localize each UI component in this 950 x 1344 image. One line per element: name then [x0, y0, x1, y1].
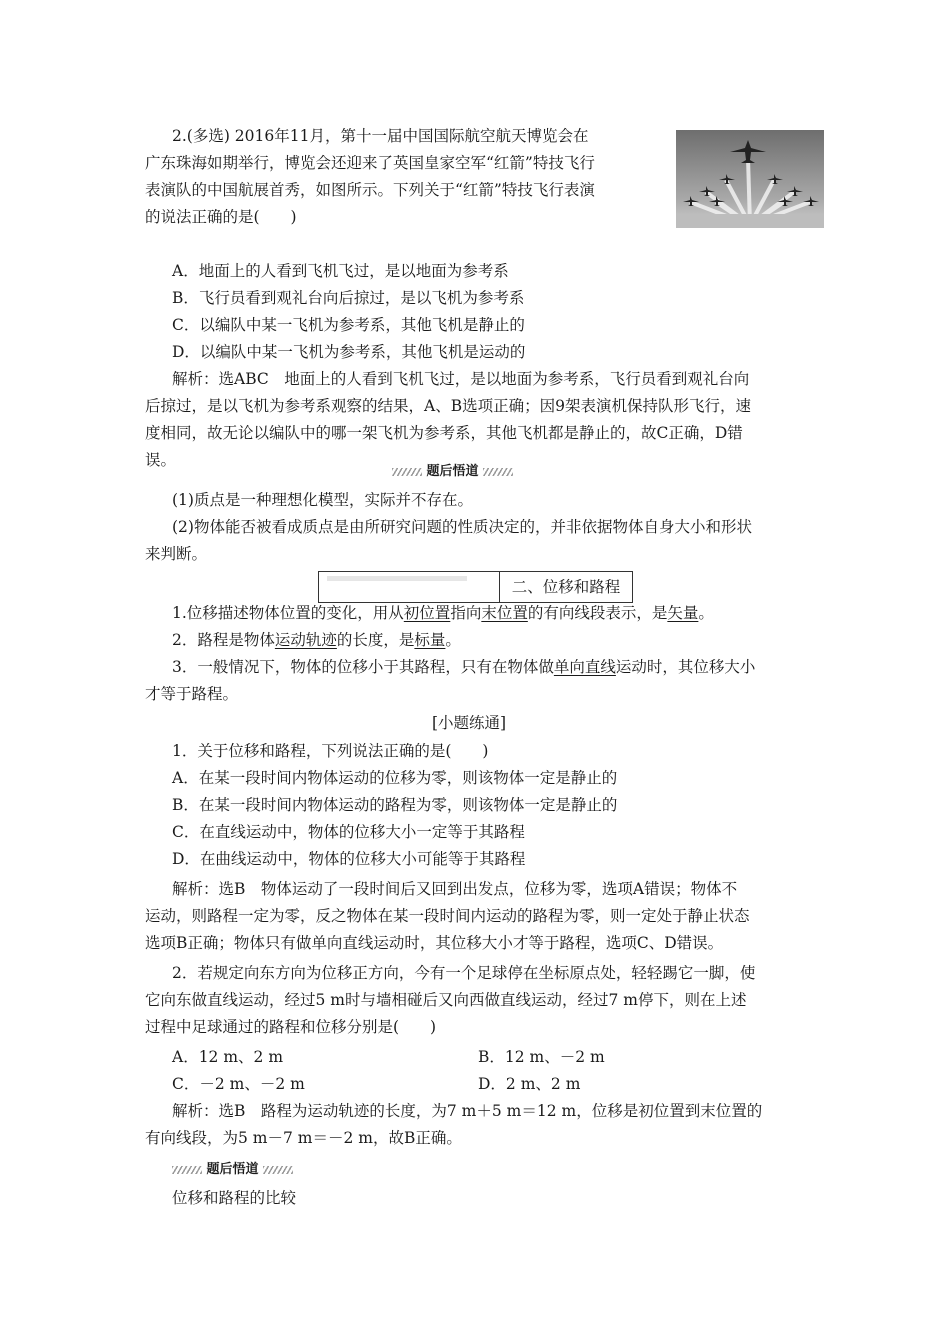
- section-heading-box: [318, 571, 633, 603]
- q2-option-c: C．以编队中某一飞机为参考系，其他飞机是静止的: [172, 316, 525, 334]
- p-q2-option-c: C．－2 m、－2 m: [172, 1075, 305, 1093]
- practice-heading: [小题练通]: [432, 714, 507, 732]
- p-q1-option-b: B．在某一段时间内物体运动的路程为零，则该物体一定是静止的: [172, 796, 618, 814]
- p-q2-stem-2: 它向东做直线运动，经过5 m时与墙相碰后又向西做直线运动，经过7 m停下，则在上述: [145, 991, 747, 1009]
- q2-analysis-line-2: 后掠过，是以飞机为参考系观察的结果，A、B选项正确；因9架表演机保持队形飞行，速: [145, 397, 751, 415]
- point-3: 3．一般情况下，物体的位移小于其路程，只有在物体做单向直线运动时，其位移大小: [172, 658, 756, 676]
- q2-option-b: B．飞行员看到观礼台向后掠过，是以飞机为参考系: [172, 289, 525, 307]
- point-2: 2．路程是物体运动轨迹的长度，是标量。: [172, 631, 461, 649]
- p-q1-stem: 1．关于位移和路程，下列说法正确的是( ): [172, 742, 489, 760]
- section-title: 二、位移和路程: [511, 578, 621, 596]
- section-heading-blank-cell: [319, 572, 500, 602]
- tip-heading-2-label: 题后悟道: [206, 1162, 259, 1177]
- hatch-decoration: [392, 468, 422, 476]
- hatch-decoration: [263, 1166, 293, 1174]
- p-q2-option-b: B．12 m、－2 m: [478, 1048, 605, 1066]
- q2-analysis-line-3: 度相同，故无论以编队中的哪一架飞机为参考系，其他飞机都是静止的，故C正确，D错: [145, 424, 743, 442]
- q2-analysis-line-1: 解析：选ABC 地面上的人看到飞机飞过，是以地面为参考系，飞行员看到观礼台向: [172, 370, 750, 388]
- q2-stem-line-3: 表演队的中国航展首秀，如图所示。下列关于“红箭”特技飞行表演: [145, 181, 595, 199]
- tip-heading-1: [392, 463, 513, 481]
- p-q1-analysis-2: 运动，则路程一定为零，反之物体在某一段时间内运动的路程为零，则一定处于静止状态: [145, 907, 750, 925]
- point-3-line-2: 才等于路程。: [145, 685, 239, 703]
- tip2-line: 位移和路程的比较: [172, 1189, 297, 1207]
- p-q1-option-d: D．在曲线运动中，物体的位移大小可能等于其路程: [172, 850, 526, 868]
- p-q2-analysis-1: 解析：选B 路程为运动轨迹的长度，为7 m＋5 m＝12 m，位移是初位置到末位置的: [172, 1102, 763, 1120]
- p-q1-option-a: A．在某一段时间内物体运动的位移为零，则该物体一定是静止的: [172, 769, 618, 787]
- q2-option-a: A．地面上的人看到飞机飞过，是以地面为参考系: [172, 262, 509, 280]
- tip-heading-1-label: 题后悟道: [426, 464, 479, 479]
- p-q1-option-c: C．在直线运动中，物体的位移大小一定等于其路程: [172, 823, 525, 841]
- point-1: 1.位移描述物体位置的变化，用从初位置指向末位置的有向线段表示，是矢量。: [172, 604, 714, 622]
- hatch-decoration: [483, 468, 513, 476]
- q2-stem-line-2: 广东珠海如期举行，博览会还迎来了英国皇家空军“红箭”特技飞行: [145, 154, 595, 172]
- p-q2-stem-3: 过程中足球通过的路程和位移分别是( ): [145, 1018, 437, 1036]
- tip1-line-2: (2)物体能否被看成质点是由所研究问题的性质决定的，并非依据物体自身大小和形状: [172, 518, 752, 536]
- q2-option-d: D．以编队中某一飞机为参考系，其他飞机是运动的: [172, 343, 526, 361]
- tip1-line-1: (1)质点是一种理想化模型，实际并不存在。: [172, 491, 473, 509]
- p-q1-analysis-1: 解析：选B 物体运动了一段时间后又回到出发点，位移为零，选项A错误；物体不: [172, 880, 738, 898]
- p-q1-analysis-3: 选项B正确；物体只有做单向直线运动时，其位移大小才等于路程，选项C、D错误。: [145, 934, 724, 952]
- hatch-decoration: [172, 1166, 202, 1174]
- p-q2-option-a: A．12 m、2 m: [172, 1048, 284, 1066]
- p-q2-stem-1: 2．若规定向东方向为位移正方向，今有一个足球停在坐标原点处，轻轻踢它一脚，使: [172, 964, 756, 982]
- p-q2-option-d: D．2 m、2 m: [478, 1075, 581, 1093]
- tip-heading-2: [172, 1161, 293, 1179]
- p-q2-analysis-2: 有向线段，为5 m－7 m＝－2 m，故B正确。: [145, 1129, 462, 1147]
- tip1-line-3: 来判断。: [145, 545, 208, 563]
- q2-stem-line-1: 2.(多选) 2016年11月，第十一届中国国际航空航天博览会在: [172, 127, 589, 145]
- red-arrows-photo: [676, 130, 824, 228]
- q2-stem-line-4: 的说法正确的是( ): [145, 208, 297, 226]
- q2-analysis-line-4: 误。: [145, 451, 177, 469]
